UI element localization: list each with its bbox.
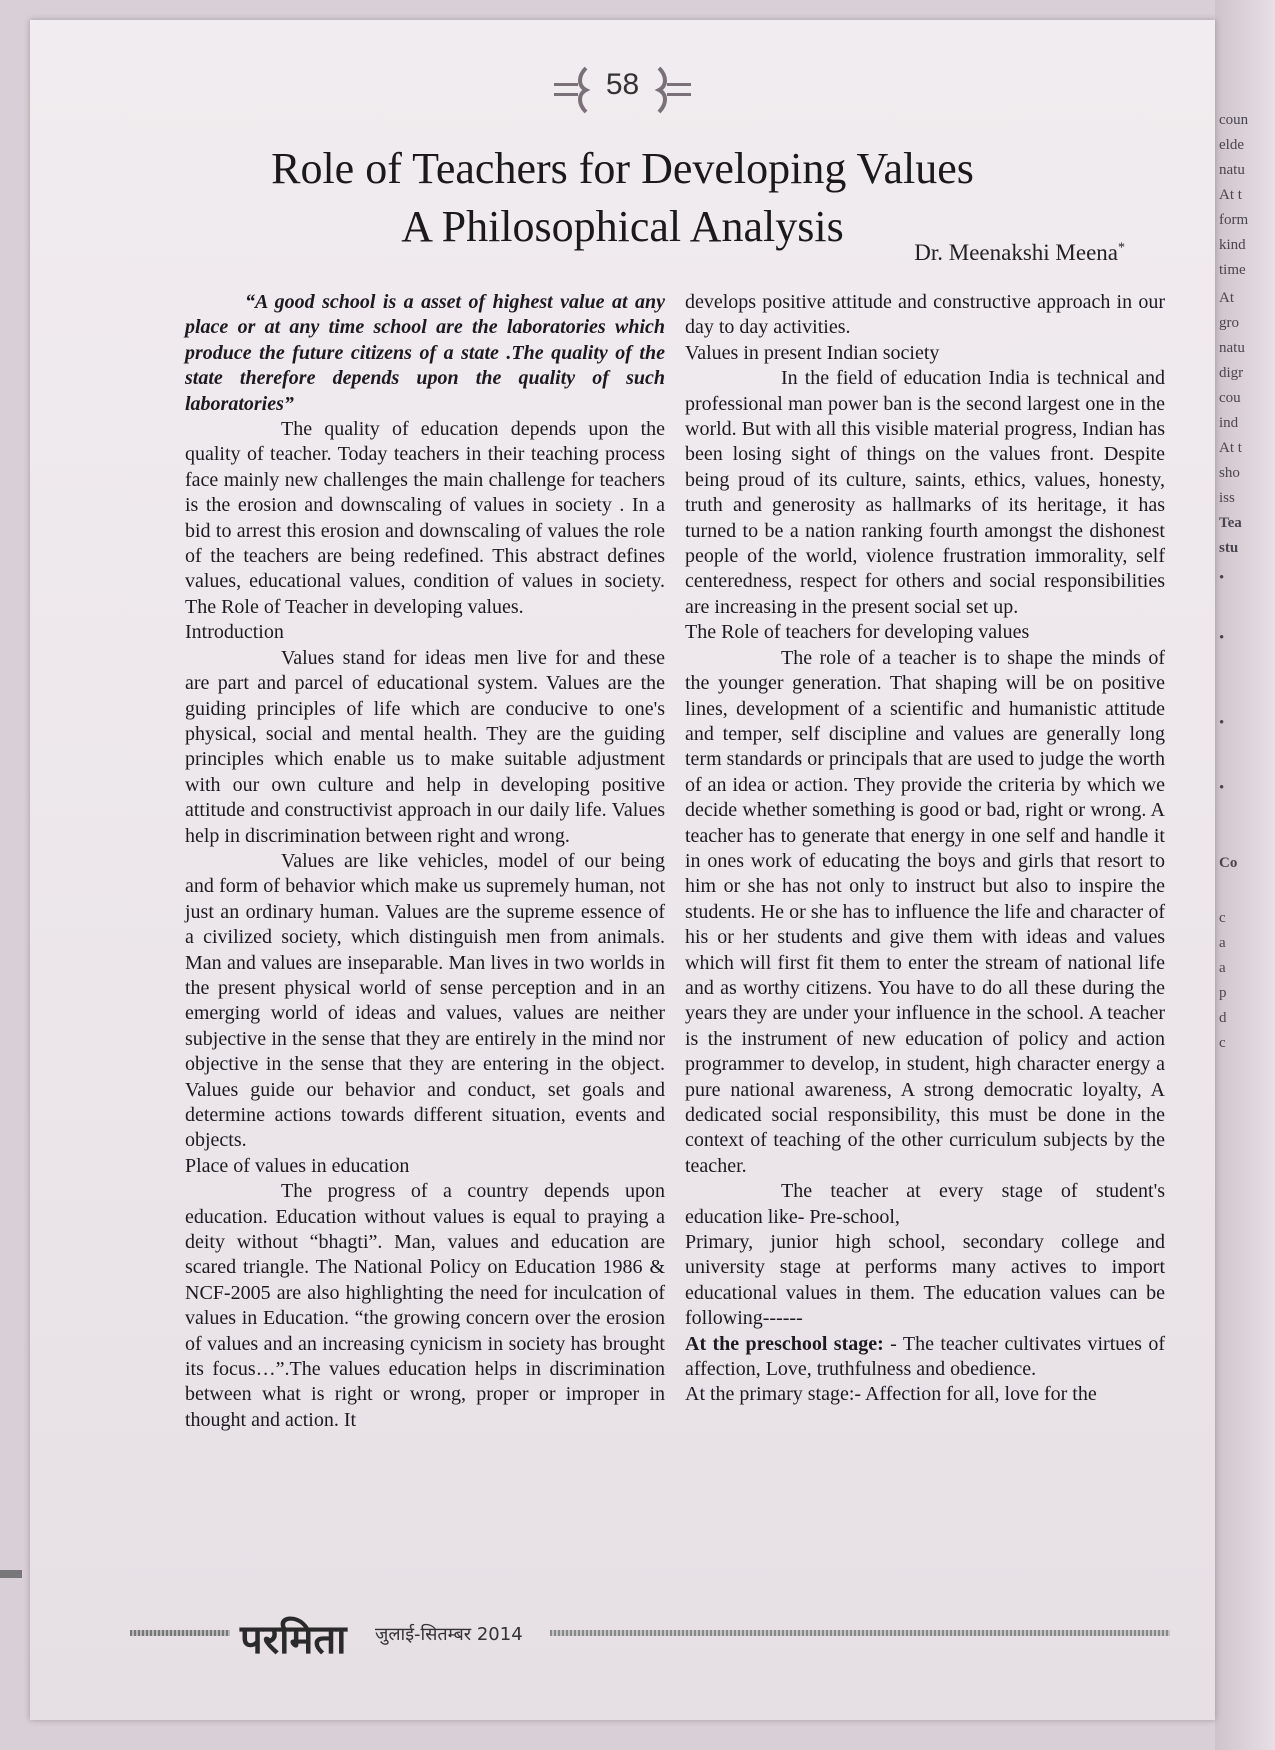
left-column bbox=[185, 290, 665, 1433]
edge-word: gro bbox=[1219, 315, 1239, 331]
preschool-stage-paragraph bbox=[685, 1332, 1165, 1383]
primary-stage-label: At the primary stage:- bbox=[685, 1383, 862, 1406]
edge-word: natu bbox=[1219, 340, 1245, 356]
edge-word: elde bbox=[1219, 137, 1244, 153]
edge-word: c bbox=[1219, 910, 1226, 926]
role-paragraph-1: The role of a teacher is to shape the minds of the younger generation. That shaping will be on positive lines, development of a scientific and humanistic attitude and temper, self discipline and values are generally long term standards or principals that are used to judge the worth of an idea or action. They provide the criteria by which we decide whether something is good or bad, right or wrong. A teacher has to generate that energy in one self and handle it in ones work of educating the boys and girls that resort to him or she has not only to instruct but also to inspire the students. He or she has to influence the life and character of his or her students and give them with ideas and values which will first fit them to enter the stream of national life and as worthy citizens. You have to do all these during the years they are under your influence in the school. A teacher is the instrument of new education of policy and action programmer to develop, in student, high character energy a pure national awareness, A strong democratic loyalty, A dedicated social responsibility, this must be done in the context of teaching of the other curriculum subjects by the teacher. bbox=[685, 646, 1165, 1177]
edge-word: kind bbox=[1219, 237, 1246, 253]
edge-word: Tea bbox=[1219, 515, 1242, 531]
edge-word: ind bbox=[1219, 415, 1239, 431]
stage-paragraph-2: Primary, junior high school, secondary college and university stage at performs many actives to import educational values in them. The education values can be following------ bbox=[685, 1231, 1165, 1330]
journal-page bbox=[30, 20, 1215, 1720]
edge-word: d bbox=[1219, 1010, 1227, 1026]
edge-word: At bbox=[1219, 290, 1234, 306]
present-paragraph-1: In the field of education India is technical and professional man power ban is the second largest one in the world. But with all this visible material progress, Indian has been losing sight of things on the values front. Despite being proud of its culture, saints, ethics, values, honesty, truth and generosity as hallmarks of its heritage, it has turned to be a nation ranking fourth amongst the dishonest people of the world, violence frustration immorality, self centeredness, respect for others and social responsibilities are increasing in the present social set up. bbox=[685, 367, 1165, 618]
footer-rule-right bbox=[550, 1630, 1170, 1636]
primary-stage-text: Affection for all, love for the bbox=[861, 1383, 1097, 1406]
preschool-stage-text: - The teacher cultivates virtues of affection, Love, truthfulness and obedience. bbox=[685, 1332, 1165, 1381]
edge-word: Co bbox=[1219, 855, 1238, 871]
edge-word: natu bbox=[1219, 162, 1245, 178]
edge-word: time bbox=[1219, 262, 1246, 278]
page-number-header bbox=[30, 66, 1215, 114]
edge-word: stu bbox=[1219, 540, 1239, 556]
adjacent-page-edge bbox=[1215, 0, 1275, 1750]
edge-word: • bbox=[1219, 570, 1225, 586]
author-byline bbox=[914, 240, 1125, 266]
page-footer bbox=[30, 1600, 1215, 1663]
footer-rule-left bbox=[130, 1630, 230, 1636]
continued-paragraph: develops positive attitude and constructive approach in our day to day activities. bbox=[685, 291, 1165, 339]
title-line-2: A Philosophical Analysis bbox=[401, 202, 844, 251]
binding-mark bbox=[0, 1570, 22, 1578]
intro-paragraph-2: Values are like vehicles, model of our being and form of behavior which make us supremely human, not just an ordinary human. Values are the supreme essence of a civilized society, which distinguish men from animals. Man and values are inseparable. Man lives in two worlds in the present physical world of sense perception and in an emerging world of ideas and values, values are neither subjective in the sense that they are entirely in the mind nor objective in the sense that they are entering in the object. Values guide our behavior and conduct, set goals and determine actions towards different situation, events and objects. bbox=[185, 849, 665, 1152]
edge-word: cou bbox=[1219, 390, 1241, 406]
author-footnote-mark: * bbox=[1118, 240, 1125, 256]
preschool-stage-label: At the preschool stage: bbox=[685, 1332, 884, 1355]
section-heading-role-of-teachers: The Role of teachers for developing values bbox=[685, 621, 1030, 644]
left-ornament-icon bbox=[552, 66, 592, 114]
edge-word: digr bbox=[1219, 365, 1244, 381]
section-heading-introduction: Introduction bbox=[185, 621, 284, 644]
page-number: 58 bbox=[605, 67, 640, 101]
article-title bbox=[30, 140, 1215, 256]
journal-brand: परमिता bbox=[240, 1617, 347, 1663]
edge-word: p bbox=[1219, 985, 1227, 1001]
abstract-paragraph: The quality of education depends upon the quality of teacher. Today teachers in their teaching process face mainly new challenges the main challenge for teachers is the erosion and downscaling of values in society . In a bid to arrest this erosion and downscaling of values the role of the teachers are being redefined. This abstract defines values, educational values, condition of values in society. The Role of Teacher in developing values. bbox=[185, 418, 665, 618]
primary-stage-paragraph bbox=[685, 1382, 1165, 1407]
author-name: Dr. Meenakshi Meena bbox=[914, 240, 1118, 265]
edge-word: • bbox=[1219, 780, 1225, 796]
title-line-1: Role of Teachers for Developing Values bbox=[271, 144, 974, 193]
edge-word: iss bbox=[1219, 490, 1235, 506]
issue-date: जुलाई-सितम्बर 2014 bbox=[375, 1624, 523, 1645]
edge-word: a bbox=[1219, 935, 1226, 951]
edge-word: • bbox=[1219, 715, 1225, 731]
right-column bbox=[685, 290, 1165, 1408]
section-heading-present-society: Values in present Indian society bbox=[685, 341, 940, 364]
epigraph-quote: “A good school is a asset of highest value at any place or at any time school are the laboratories which produce the future citizens of a state .The quality of the state therefore depends upon the quality of such laboratories” bbox=[185, 291, 665, 415]
edge-word: At t bbox=[1219, 440, 1242, 456]
edge-word: form bbox=[1219, 212, 1249, 228]
edge-word: sho bbox=[1219, 465, 1240, 481]
stage-paragraph-1: The teacher at every stage of student's education like- Pre-school, bbox=[685, 1180, 1165, 1228]
edge-word: c bbox=[1219, 1035, 1226, 1051]
edge-word: At t bbox=[1219, 187, 1242, 203]
place-paragraph-1: The progress of a country depends upon education. Education without values is equal to praying a deity without “bhagti”. Man, values and education are scared triangle. The National Policy on Education 1986 & NCF-2005 are also highlighting the need for inculcation of values in Education. “the growing concern over the erosion of values and an increasing cynicism in society has brought its focus…”.The values education helps in discrimination between what is right or wrong, proper or improper in thought and action. It bbox=[185, 1180, 665, 1431]
right-ornament-icon bbox=[653, 66, 693, 114]
edge-word: • bbox=[1219, 630, 1225, 646]
intro-paragraph-1: Values stand for ideas men live for and these are part and parcel of educational system. Values are the guiding principles of life which are conducive to one's physical, social and mental health. They are the guiding principles which enable us to make suitable adjustment with our own culture and help in developing positive attitude and constructivist approach in our daily life. Values help in discrimination between right and wrong. bbox=[185, 646, 665, 847]
edge-word: a bbox=[1219, 960, 1226, 976]
edge-word: coun bbox=[1219, 112, 1249, 128]
section-heading-place-of-values: Place of values in education bbox=[185, 1154, 410, 1177]
